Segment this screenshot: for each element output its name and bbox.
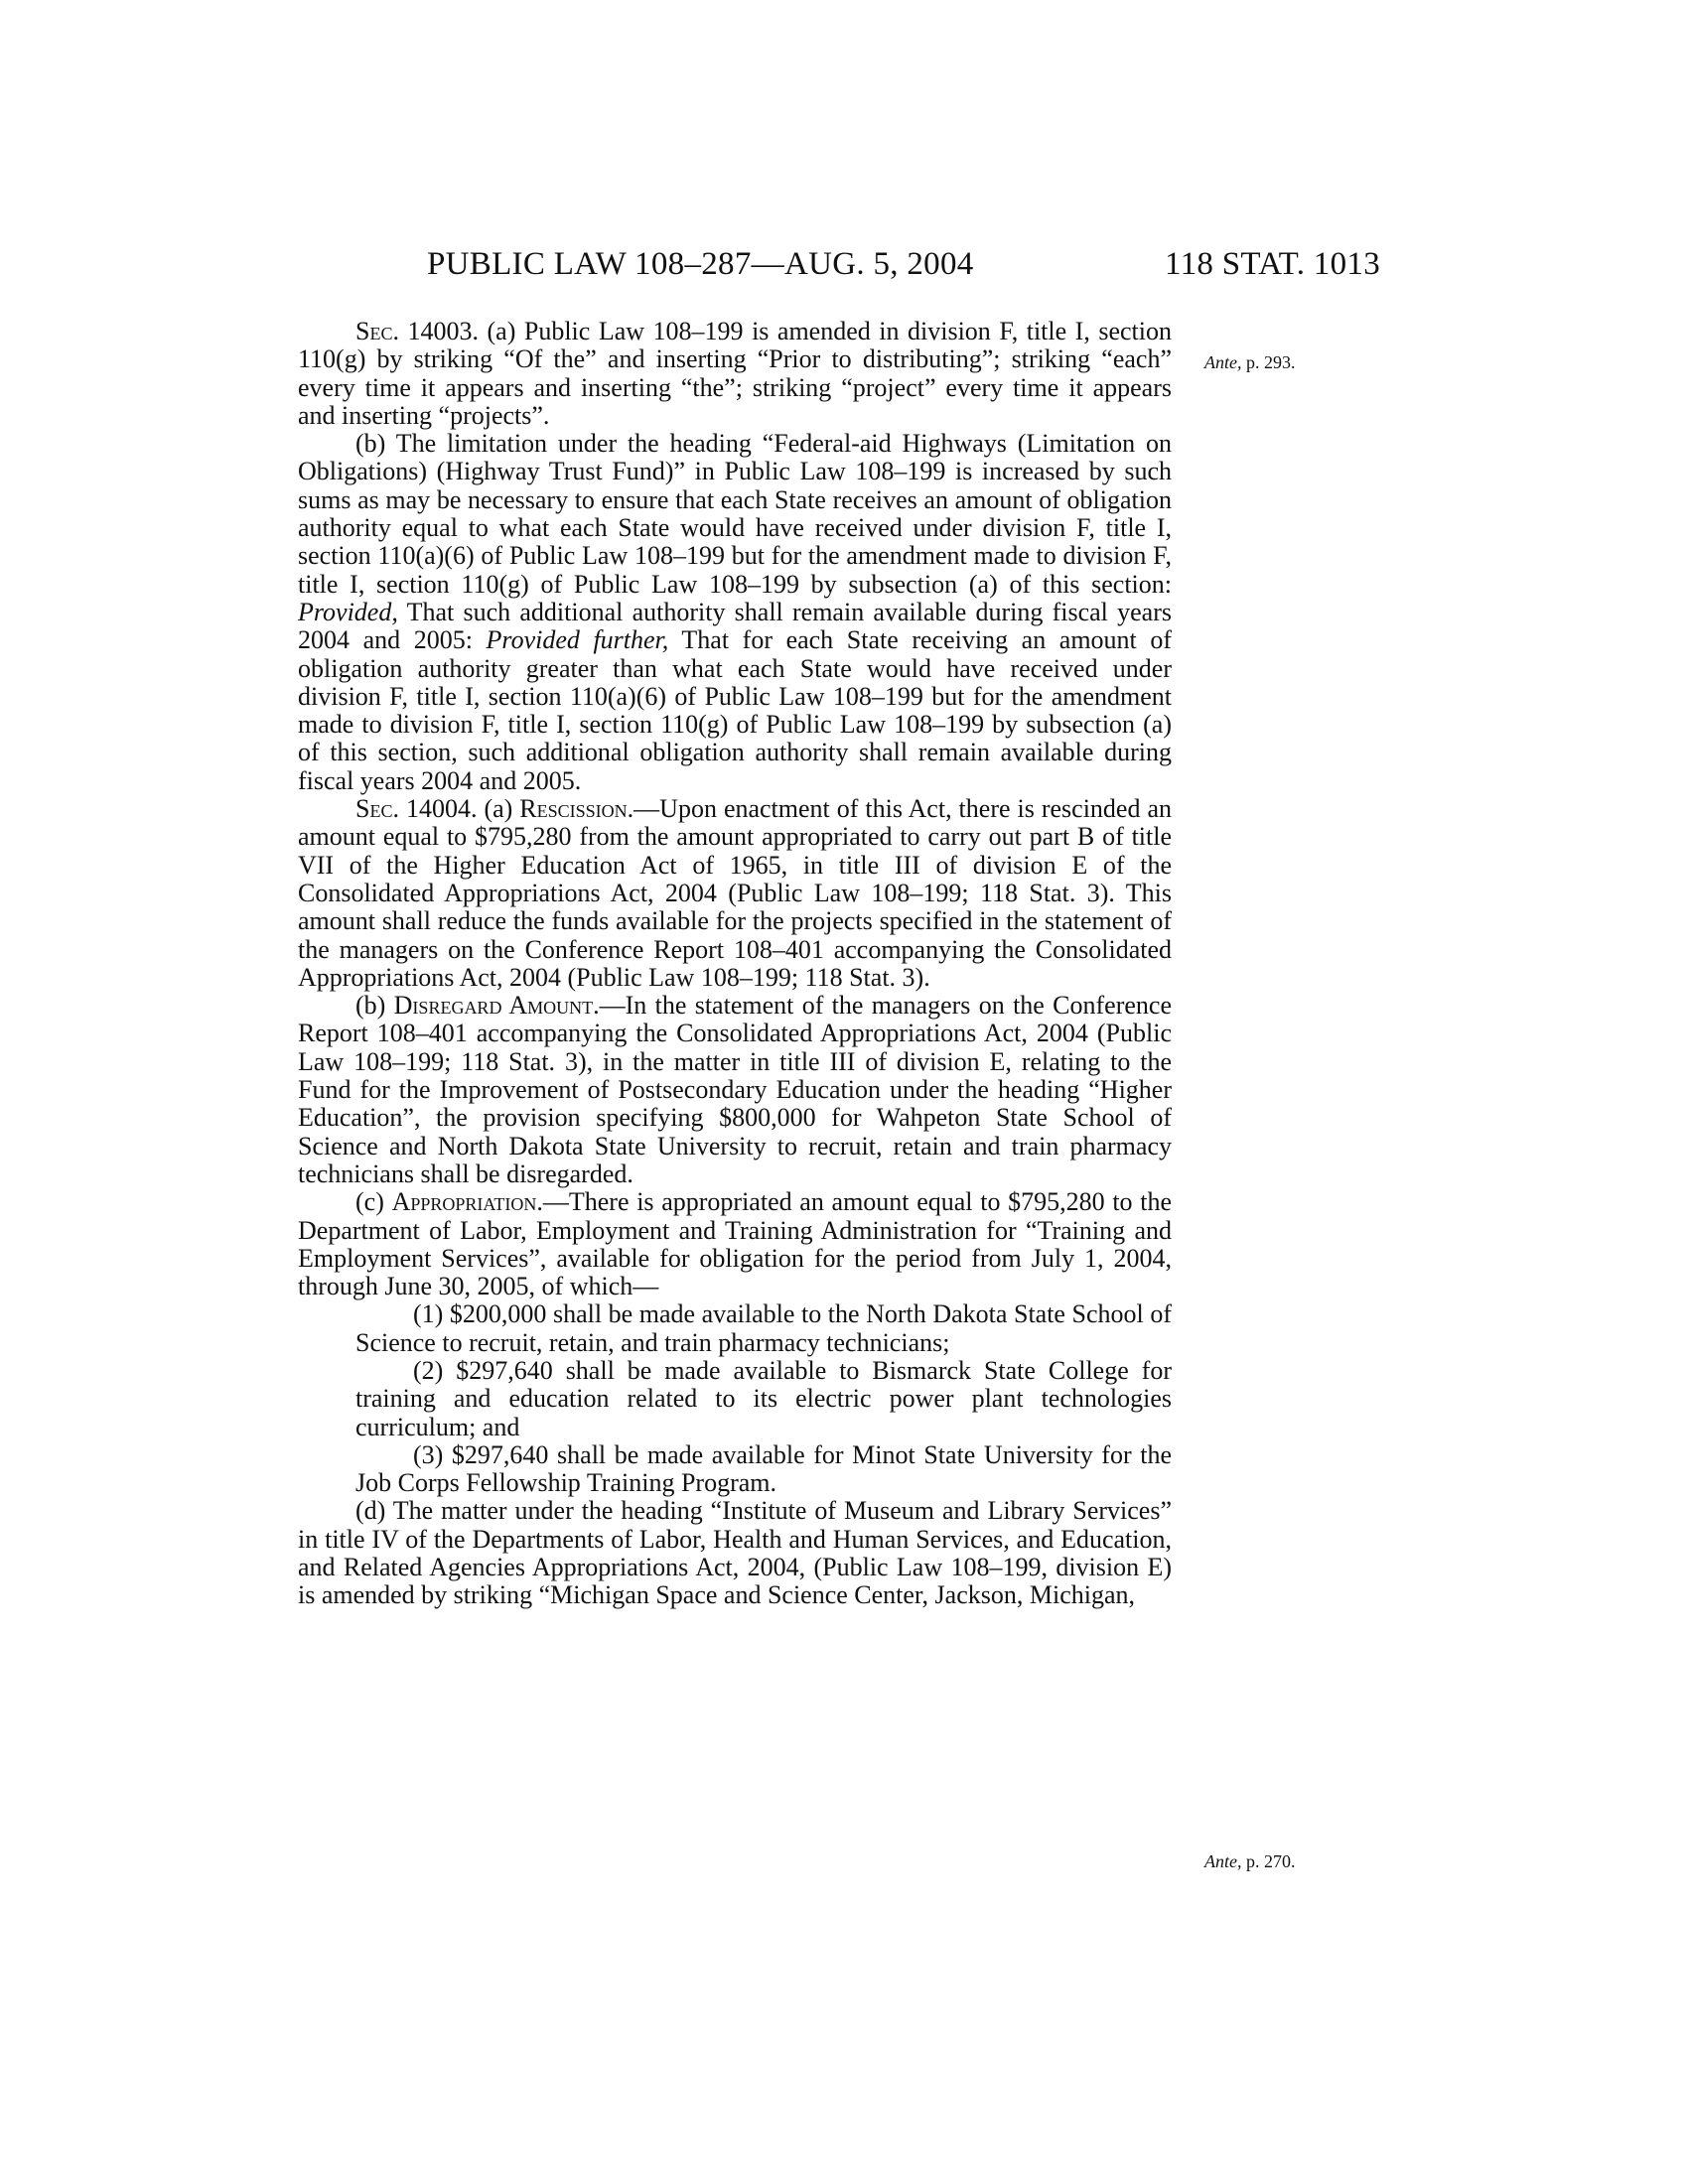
proviso-italic: Provided, — [298, 597, 398, 626]
paragraph-text: —Upon enactment of this Act, there is rescinded an amount equal to $795,280 from the amount appropriated to carry out part B of title VII of the Higher Education Act of 1965, in title III of division E of the Consolidated Appropriations Act, 2004 (Public Law 108–199; 118 Stat. 3). This amount shall reduce the funds available for the projects specified in the statement of the managers on the Conference Report 108–401 accompanying the Consolidated Appropriations Act, 2004 (Public Law 108–199; 118 Stat. 3). — [298, 794, 1172, 992]
paragraph-text: —In the statement of the managers on the Conference Report 108–401 accompanying the Consolidated Appropriations Act, 2004 (Public Law 108–199; 118 Stat. 3), in the matter in title III of division E, relating to the Fund for the Improvement of Postsecondary Education under the heading “Higher Education”, the provision specifying $800,000 for Wahpeton State School of Science and North Dakota State University to recruit, retain and train pharmacy technicians shall be disregarded. — [298, 991, 1172, 1188]
margin-note-ante-293 — [1204, 352, 1296, 373]
paragraph-text: That such additional authority shall remain available during fiscal years 2004 and 2005: — [298, 597, 1172, 655]
subsection-heading: Appropriation. — [391, 1187, 543, 1217]
margin-note-ante-270 — [1204, 1851, 1296, 1872]
sec-14003-subsection-a — [298, 318, 1172, 430]
running-head-title: PUBLIC LAW 108–287—AUG. 5, 2004 — [427, 246, 974, 282]
proviso-italic: Provided further, — [486, 625, 669, 655]
subsection-heading: Rescission. — [519, 794, 634, 824]
sec-14003-subsection-b — [298, 430, 1172, 795]
stat-page-number: 118 STAT. 1013 — [1165, 246, 1380, 282]
paragraph-text: 14004. (a) — [398, 794, 520, 824]
statute-body — [298, 318, 1172, 1610]
sec-14004-subsection-c — [298, 1188, 1172, 1300]
section-label: Sec. — [355, 317, 399, 345]
list-item: (3) $297,640 shall be made available for Minot State University for the Job Corps Fellowship Training Program. — [355, 1439, 1172, 1498]
section-label: Sec. — [355, 794, 399, 824]
paragraph-text: That for each State receiving an amount of obligation authority greater than what each State would have received under division F, title I, section 110(a)(6) of Public Law 108–199 but for the amendment made to division F, title I, section 110(g) of Public Law 108–199 by subsection (a) of this section, such additional obligation authority shall remain available during fiscal years 2004 and 2005. — [298, 625, 1173, 795]
margin-note-italic: Ante, — [1204, 352, 1242, 372]
paragraph-text: (c) — [355, 1187, 392, 1217]
page-header — [298, 246, 1380, 294]
margin-note-italic: Ante, — [1204, 1851, 1242, 1871]
margin-note-ref: p. 293. — [1241, 352, 1296, 372]
list-item: (1) $200,000 shall be made available to the North Dakota State School of Science to recruit, retain, and train pharmacy technicians; — [355, 1299, 1172, 1357]
list-item: (2) $297,640 shall be made available to Bismarck State College for training and education related to its electric power plant technologies curriculum; and — [355, 1355, 1172, 1441]
subsection-heading: Disregard Amount. — [393, 991, 600, 1021]
sec-14004-subsection-a — [298, 795, 1172, 992]
paragraph-text: 14003. (a) Public Law 108–199 is amended in division F, title I, section 110(g) by striking “Of the” and inserting “Prior to distributing”; striking “each” every time it appears and inserting “the”; striking “project” every time it appears and inserting “projects”. — [298, 317, 1172, 430]
paragraph-text: (b) The limitation under the heading “Federal-aid Highways (Limitation on Obligations) (Highway Trust Fund)” in Public Law 108–199 is increased by such sums as may be necessary to ensure that each State receives an amount of obligation authority equal to what each State would have received under division F, title I, section 110(a)(6) of Public Law 108–199 but for the amendment made to division F, title I, section 110(g) of Public Law 108–199 by subsection (a) of this section: — [298, 429, 1172, 599]
paragraph-text: —There is appropriated an amount equal to $795,280 to the Department of Labor, Employment and Training Administration for “Training and Employment Services”, available for obligation for the period from July 1, 2004, through June 30, 2005, of which— — [298, 1187, 1173, 1301]
margin-note-ref: p. 270. — [1241, 1851, 1296, 1871]
sec-14004-subsection-b — [298, 992, 1172, 1188]
paragraph-text: (b) — [355, 991, 394, 1021]
sec-14004-subsection-d: (d) The matter under the heading “Institute of Museum and Library Services” in title IV of the Departments of Labor, Health and Human Services, and Education, and Related Agencies Appropriations Act, 2004, (Public Law 108–199, division E) is amended by striking “Michigan Space and Science Center, Jackson, Michigan, — [298, 1496, 1172, 1610]
